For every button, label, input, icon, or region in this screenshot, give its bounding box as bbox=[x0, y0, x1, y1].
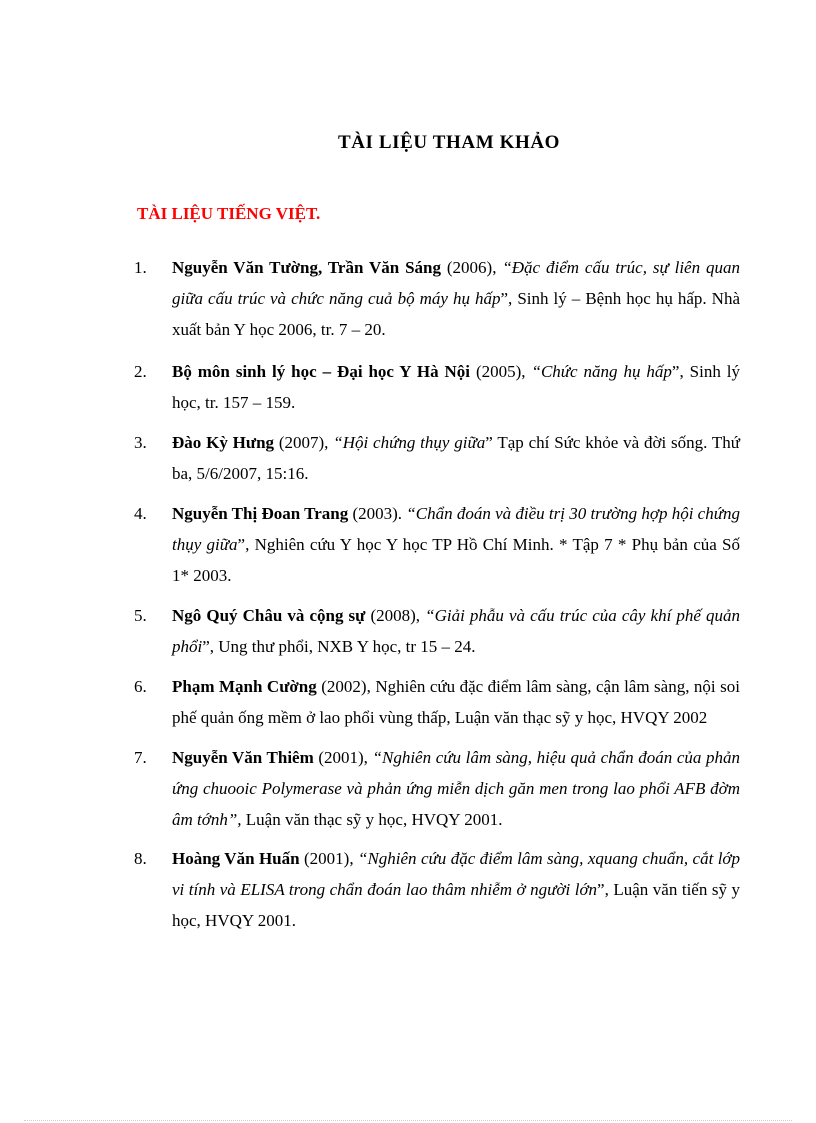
reference-item bbox=[134, 498, 740, 591]
reference-number: 8. bbox=[134, 849, 147, 868]
reference-details: ” Tạp chí Sức khỏe và đời sống. Thứ ba, 5/6/2007, 15:16. bbox=[172, 433, 740, 483]
reference-title: “Nghiên cứu đặc điểm lâm sàng, xquang chuẩn, cắt lớp vi tính và ELISA trong chẩn đoán lao thâm nhiễm ở người lớn bbox=[172, 849, 741, 899]
reference-number: 3. bbox=[134, 433, 147, 452]
reference-details: ”, Luận văn tiến sỹ y học, HVQY 2001. bbox=[172, 880, 741, 930]
reference-number: 7. bbox=[134, 748, 147, 767]
reference-details: ”, Ung thư phổi, NXB Y học, tr 15 – 24. bbox=[202, 637, 476, 656]
reference-authors: Đào Kỳ Hưng bbox=[172, 433, 275, 452]
reference-number: 6. bbox=[134, 677, 147, 696]
reference-item bbox=[134, 252, 740, 345]
reference-details: Luận văn thạc sỹ y học, HVQY 2001. bbox=[241, 810, 503, 829]
reference-title: “Hội chứng thụy giữa bbox=[333, 433, 486, 452]
page-title: TÀI LIỆU THAM KHẢO bbox=[337, 132, 561, 153]
reference-authors: Bộ môn sinh lý học – Đại học Y Hà Nội bbox=[172, 362, 471, 381]
reference-title: “Đặc điểm cấu trúc, sự liên quan giữa cấu trúc và chức năng cuả bộ máy hụ hấp bbox=[172, 258, 740, 308]
reference-authors: Nguyễn Văn Thiêm bbox=[172, 748, 314, 767]
reference-year: (2005), bbox=[470, 362, 532, 381]
reference-year: (2003). bbox=[348, 504, 407, 523]
reference-title: “Giải phẫu và cấu trúc của cây khí phế quản phổi bbox=[172, 606, 740, 656]
section-heading: TÀI LIỆU TIẾNG VIỆT. bbox=[137, 204, 321, 223]
reference-details: Nghiên cứu đặc điểm lâm sàng, cận lâm sàng, nội soi phế quản ống mềm ở lao phổi vùng thấp, Luận văn thạc sỹ y học, HVQY 2002 bbox=[172, 677, 740, 727]
reference-list bbox=[134, 252, 740, 936]
reference-details: ”, Sinh lý – Bệnh học hụ hấp. Nhà xuất bản Y học 2006, tr. 7 – 20. bbox=[172, 289, 741, 339]
reference-authors: Nguyễn Văn Tường, Trần Văn Sáng bbox=[172, 258, 441, 277]
reference-title: “Chức năng hụ hấp bbox=[531, 362, 672, 381]
reference-year: (2006), bbox=[441, 258, 503, 277]
reference-item bbox=[134, 843, 740, 936]
reference-authors: Ngô Quý Châu và cộng sự bbox=[172, 606, 366, 625]
reference-details: ”, Nghiên cứu Y học Y học TP Hồ Chí Minh. * Tập 7 * Phụ bản của Số 1* 2003. bbox=[172, 535, 741, 585]
reference-year: (2007), bbox=[274, 433, 334, 452]
reference-year: (2001), bbox=[299, 849, 358, 868]
reference-authors: Nguyễn Thị Đoan Trang bbox=[172, 504, 349, 523]
reference-number: 4. bbox=[134, 504, 147, 523]
reference-authors: Phạm Mạnh Cường bbox=[172, 677, 317, 696]
reference-number: 5. bbox=[134, 606, 147, 625]
page-bottom-divider bbox=[24, 1120, 792, 1121]
reference-title: “Chẩn đoán và điều trị 30 trường hợp hội chứng thụy giữa bbox=[172, 504, 740, 554]
reference-item bbox=[134, 671, 740, 733]
reference-details: ”, Sinh lý học, tr. 157 – 159. bbox=[172, 362, 740, 412]
reference-number: 2. bbox=[134, 362, 147, 381]
reference-item bbox=[134, 356, 740, 418]
reference-authors: Hoàng Văn Huấn bbox=[172, 849, 300, 868]
reference-number: 1. bbox=[134, 258, 147, 277]
reference-year: (2002), bbox=[316, 677, 376, 696]
reference-year: (2001), bbox=[313, 748, 373, 767]
reference-year: (2008), bbox=[365, 606, 426, 625]
reference-item bbox=[134, 742, 740, 835]
reference-item bbox=[134, 600, 740, 662]
reference-title: “Nghiên cứu lâm sàng, hiệu quả chẩn đoán của phản ứng chuooic Polymerase và phản ứng miễn dịch găn men trong lao phổi AFB đờm âm tớnh”, bbox=[172, 748, 740, 829]
reference-item bbox=[134, 427, 740, 489]
